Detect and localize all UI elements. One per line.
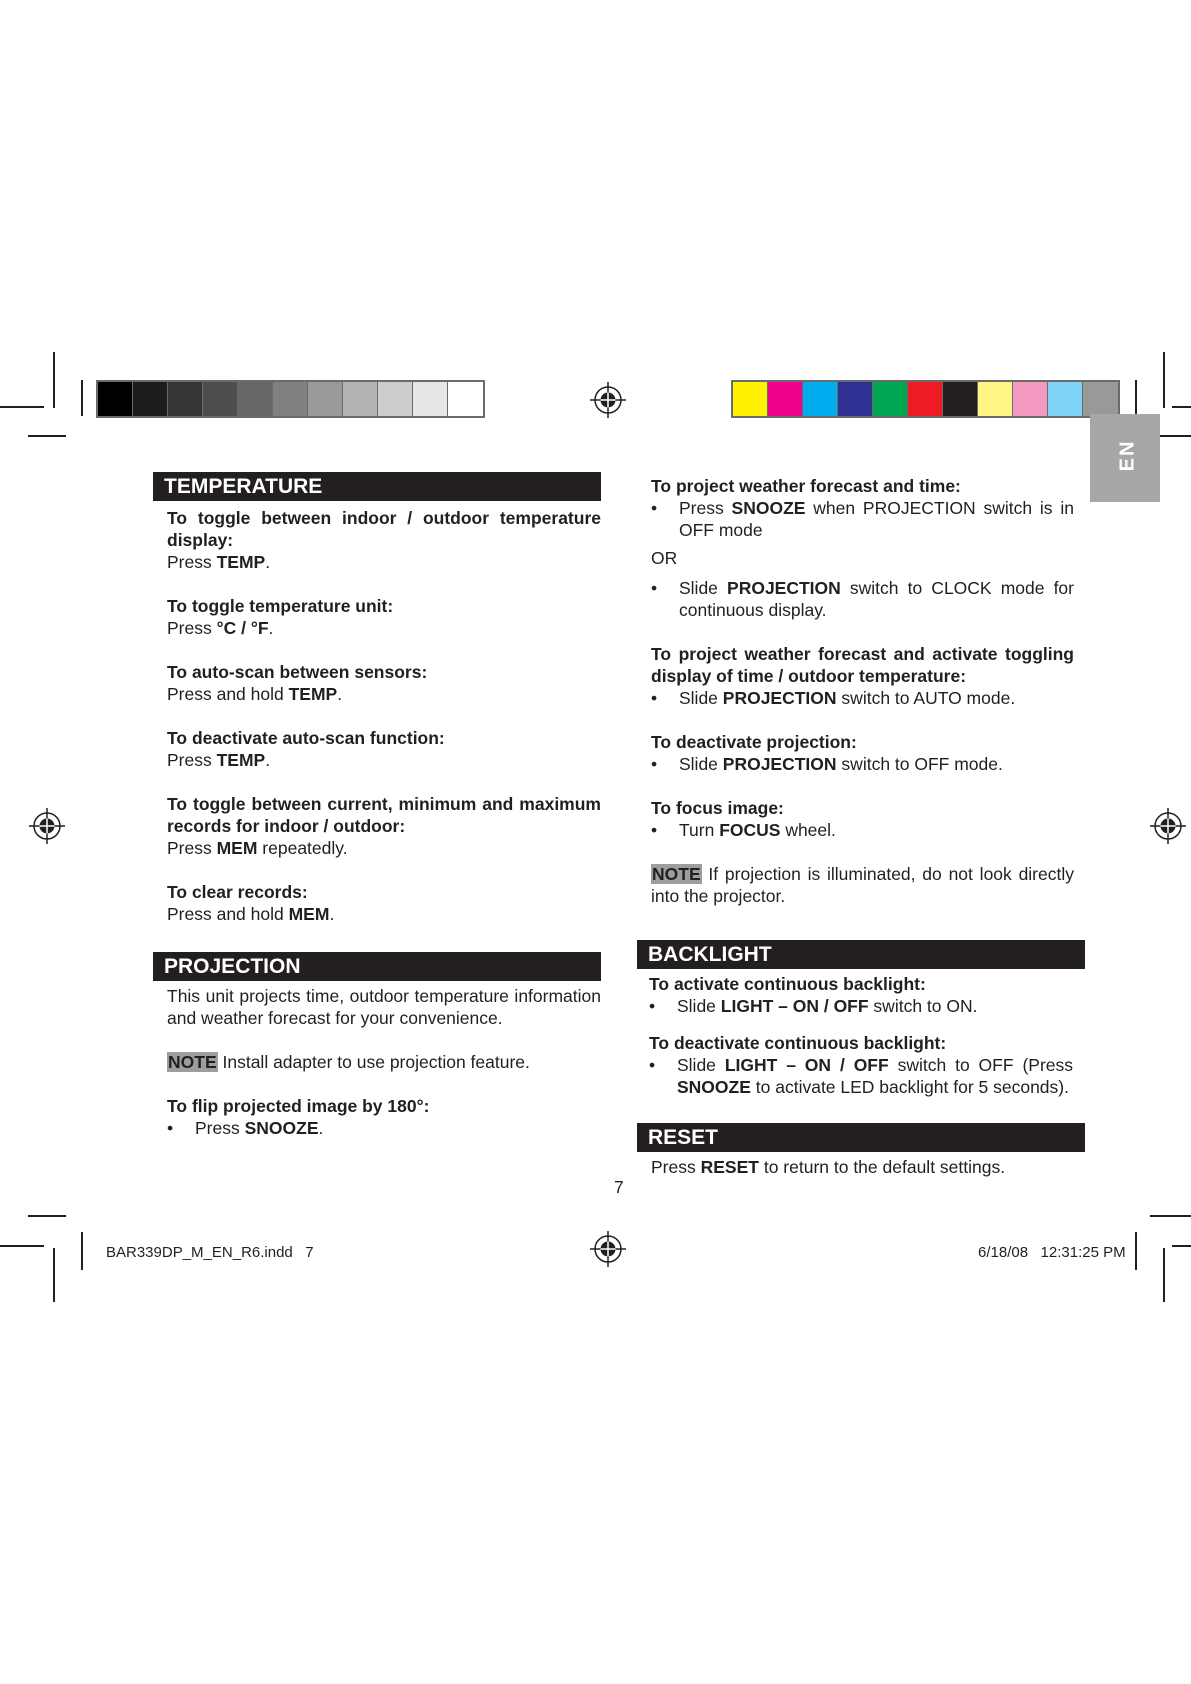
bullet-icon: •: [651, 754, 658, 774]
section-header-backlight: BACKLIGHT: [637, 940, 1085, 969]
bullet-icon: •: [651, 820, 658, 840]
color-swatch: [343, 382, 378, 416]
list-item: • Slide PROJECTION switch to AUTO mode.: [651, 688, 1016, 708]
registration-mark-icon: [27, 806, 67, 846]
instruction-heading: To toggle temperature unit:: [167, 596, 394, 616]
list-item: • Press SNOOZE when PROJECTION switch is in OFF mode: [651, 498, 1074, 540]
footer-timestamp: 6/18/08 12:31:25 PM: [978, 1244, 1126, 1261]
instruction-text: Press MEM repeatedly.: [167, 838, 348, 858]
instruction-text: Press °C / °F.: [167, 618, 274, 638]
color-swatch: [448, 382, 483, 416]
backlight-off-heading: To deactivate continuous backlight:: [649, 1033, 947, 1053]
section-header-projection: PROJECTION: [153, 952, 601, 981]
grayscale-color-bar: [96, 380, 485, 418]
instruction-text: Press and hold TEMP.: [167, 684, 343, 704]
instruction-heading: To deactivate auto-scan function:: [167, 728, 445, 748]
section-header-reset: RESET: [637, 1123, 1085, 1152]
color-swatch: [308, 382, 343, 416]
projection-section: [153, 985, 601, 1139]
language-tab: [1090, 414, 1160, 502]
list-item: • Slide LIGHT – ON / OFF switch to OFF (Press SNOOZE to activate LED backlight for 5 seconds).: [649, 1055, 1074, 1097]
language-tab-label: EN: [1116, 439, 1139, 472]
focus-heading: To focus image:: [651, 798, 784, 818]
bullet-icon: •: [651, 578, 658, 598]
registration-mark-icon: [1148, 806, 1188, 846]
color-swatch: [378, 382, 413, 416]
color-swatch: [838, 382, 873, 416]
list-item: • Turn FOCUS wheel.: [651, 820, 836, 840]
color-swatch: [943, 382, 978, 416]
toggle-display-heading: To project weather forecast and activate toggling display of time / outdoor temperature:: [651, 644, 1074, 686]
list-item: • Slide LIGHT – ON / OFF switch to ON.: [649, 996, 978, 1016]
bullet-icon: •: [649, 996, 656, 1016]
backlight-section: [637, 973, 1073, 1098]
crop-mark: [1172, 1245, 1191, 1247]
note-text: Install adapter to use projection feature.: [217, 1052, 530, 1072]
crop-mark: [28, 1215, 66, 1217]
reset-section: Press RESET to return to the default settings.: [651, 1157, 1006, 1177]
instruction-text: Press and hold MEM.: [167, 904, 335, 924]
instruction-heading: To auto-scan between sensors:: [167, 662, 428, 682]
bullet-icon: •: [651, 498, 658, 518]
crop-mark: [53, 1248, 55, 1302]
color-swatch: [978, 382, 1013, 416]
project-forecast-heading: To project weather forecast and time:: [651, 476, 961, 496]
page-number: 7: [614, 1177, 624, 1197]
crop-mark: [0, 406, 44, 408]
footer-filename: BAR339DP_M_EN_R6.indd 7: [106, 1244, 314, 1261]
bullet-icon: •: [651, 688, 658, 708]
crop-mark: [0, 1245, 44, 1247]
left-column: [153, 472, 601, 1139]
color-swatch: [168, 382, 203, 416]
crop-mark: [1163, 1248, 1165, 1302]
note-label: NOTE: [652, 864, 701, 884]
note-text: If projection is illuminated, do not look directly into the projector.: [651, 864, 1074, 906]
crop-mark: [81, 380, 83, 416]
registration-mark-icon: [588, 380, 628, 420]
color-swatch: [273, 382, 308, 416]
crop-mark: [1135, 380, 1137, 416]
bullet-icon: •: [649, 1055, 656, 1075]
color-swatch: [98, 382, 133, 416]
list-item: • Slide PROJECTION switch to OFF mode.: [651, 754, 1003, 774]
color-swatch: [1013, 382, 1048, 416]
or-separator: OR: [651, 548, 678, 568]
color-swatch: [1048, 382, 1083, 416]
instruction-text: Press TEMP.: [167, 750, 271, 770]
color-swatch: [768, 382, 803, 416]
projection-intro: This unit projects time, outdoor temperature information and weather forecast for your convenience.: [167, 986, 601, 1028]
section-header-temperature: TEMPERATURE: [153, 472, 601, 501]
registration-mark-icon: [588, 1229, 628, 1269]
list-item: • Slide PROJECTION switch to CLOCK mode for continuous display.: [651, 578, 1074, 620]
temperature-section: [153, 507, 601, 925]
instruction-text: Press TEMP.: [167, 552, 271, 572]
color-swatch: [908, 382, 943, 416]
crop-mark: [1135, 1232, 1137, 1270]
color-swatch: [203, 382, 238, 416]
color-swatch: [803, 382, 838, 416]
crop-mark: [1150, 1215, 1191, 1217]
crop-mark: [28, 435, 66, 437]
bullet-icon: •: [167, 1118, 174, 1138]
color-swatch: [1083, 382, 1118, 416]
backlight-on-heading: To activate continuous backlight:: [649, 974, 926, 994]
crop-mark: [1172, 406, 1191, 408]
projection-warning-note: [651, 863, 1074, 907]
note-label: NOTE: [168, 1052, 217, 1072]
color-swatch: [133, 382, 168, 416]
instruction-heading: To clear records:: [167, 882, 308, 902]
projection-note: [167, 1051, 601, 1073]
instruction-heading: To toggle between indoor / outdoor temperature display:: [167, 508, 601, 550]
instruction-heading: To toggle between current, minimum and maximum records for indoor / outdoor:: [167, 794, 601, 836]
color-swatch: [733, 382, 768, 416]
right-column: [651, 475, 1074, 907]
color-swatch: [238, 382, 273, 416]
flip-heading: To flip projected image by 180°:: [167, 1096, 430, 1116]
process-color-bar: [731, 380, 1120, 418]
color-swatch: [413, 382, 448, 416]
crop-mark: [81, 1232, 83, 1270]
crop-mark: [1163, 352, 1165, 408]
crop-mark: [53, 352, 55, 408]
backlight-reset-column: [637, 940, 1085, 1178]
color-swatch: [873, 382, 908, 416]
list-item: • Press SNOOZE.: [167, 1118, 324, 1138]
deactivate-projection-heading: To deactivate projection:: [651, 732, 857, 752]
